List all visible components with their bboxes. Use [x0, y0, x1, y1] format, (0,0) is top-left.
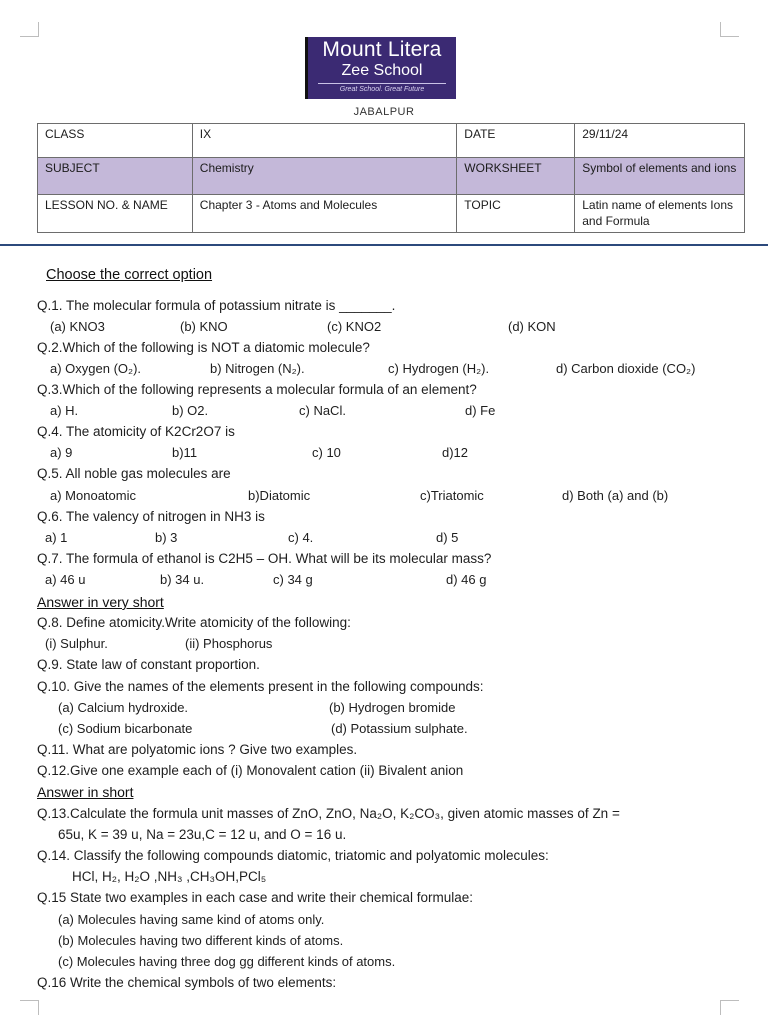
worksheet-info-table: [37, 123, 745, 233]
option: (c) Sodium bicarbonate: [58, 721, 193, 736]
option: d) 46 g: [446, 572, 487, 587]
option: (i) Sulphur.: [45, 636, 108, 651]
option: (b) Hydrogen bromide: [329, 700, 456, 715]
option: c) NaCl.: [299, 403, 346, 418]
worksheet-value: Symbol of elements and ions: [575, 158, 745, 195]
question-3: Q.3.Which of the following represents a molecular formula of an element?: [37, 382, 477, 397]
question-8: Q.8. Define atomicity.Write atomicity of the following:: [37, 615, 351, 630]
question-13-continued: 65u, K = 39 u, Na = 23u,C = 12 u, and O = 16 u.: [58, 827, 347, 842]
option: b) 34 u.: [160, 572, 205, 587]
option: (b) KNO: [180, 319, 228, 334]
option: (b) Molecules having two different kinds of atoms.: [58, 933, 344, 948]
option: (ii) Phosphorus: [185, 636, 273, 651]
option: c) 4.: [288, 530, 314, 545]
option: b)11: [172, 445, 198, 460]
option: a) 1: [45, 530, 68, 545]
question-7: Q.7. The formula of ethanol is C2H5 – OH. What will be its molecular mass?: [37, 551, 492, 566]
question-14: Q.14. Classify the following compounds diatomic, triatomic and polyatomic molecules:: [37, 848, 549, 863]
subject-value: Chemistry: [192, 158, 457, 195]
question-16: Q.16 Write the chemical symbols of two elements:: [37, 975, 337, 990]
option: a) 9: [50, 445, 73, 460]
option: (d) Potassium sulphate.: [331, 721, 468, 736]
section-heading-short: Answer in short: [37, 784, 134, 800]
option: (c) Molecules having three dog gg different kinds of atoms.: [58, 954, 396, 969]
lesson-value: Chapter 3 - Atoms and Molecules: [192, 195, 457, 233]
option: d) Carbon dioxide (CO₂): [556, 361, 696, 376]
date-label: DATE: [457, 124, 575, 158]
option: d) 5: [436, 530, 459, 545]
question-5: Q.5. All noble gas molecules are: [37, 466, 231, 481]
logo-divider: [318, 83, 446, 84]
city-name: JABALPUR: [353, 106, 415, 118]
question-12: Q.12.Give one example each of (i) Monovalent cation (ii) Bivalent anion: [37, 763, 464, 778]
corner-mark: [20, 22, 39, 37]
option: d) Fe: [465, 403, 496, 418]
option: a) Monoatomic: [50, 488, 136, 503]
option: (c) KNO2: [327, 319, 382, 334]
option: (a) KNO3: [50, 319, 105, 334]
question-6: Q.6. The valency of nitrogen in NH3 is: [37, 509, 265, 524]
option: (d) KON: [508, 319, 556, 334]
question-4: Q.4. The atomicity of K2Cr2O7 is: [37, 424, 235, 439]
section-heading-very-short: Answer in very short: [37, 594, 164, 610]
option: b) 3: [155, 530, 178, 545]
option: a) 46 u: [45, 572, 86, 587]
question-15: Q.15 State two examples in each case and write their chemical formulae:: [37, 890, 473, 905]
question-1: Q.1. The molecular formula of potassium nitrate is _______.: [37, 298, 396, 313]
header-divider: [0, 244, 768, 246]
option: a) Oxygen (O₂).: [50, 361, 142, 376]
option: (a) Molecules having same kind of atoms only.: [58, 912, 325, 927]
logo-school: Zee School: [341, 62, 423, 79]
option: (a) Calcium hydroxide.: [58, 700, 189, 715]
table-row: [38, 124, 745, 158]
worksheet-label: WORKSHEET: [457, 158, 575, 195]
logo-tagline: Great School. Great Future: [339, 86, 425, 93]
subject-label: SUBJECT: [38, 158, 193, 195]
school-logo: [305, 37, 456, 99]
date-value: 29/11/24: [575, 124, 745, 158]
option: d)12: [442, 445, 469, 460]
corner-mark: [20, 1000, 39, 1015]
question-14-compounds: HCl, H₂, H₂O ,NH₃ ,CH₃OH,PCl₅: [72, 869, 267, 884]
section-heading-mcq: Choose the correct option: [46, 267, 213, 283]
logo-name: Mount Litera: [322, 38, 442, 61]
topic-value: Latin name of elements Ions and Formula: [575, 195, 745, 233]
option: c)Triatomic: [420, 488, 484, 503]
option: d) Both (a) and (b): [562, 488, 669, 503]
option: c) Hydrogen (H₂).: [388, 361, 490, 376]
question-10: Q.10. Give the names of the elements present in the following compounds:: [37, 679, 484, 694]
table-row: [38, 158, 745, 195]
option: b) Nitrogen (N₂).: [210, 361, 305, 376]
question-13: Q.13.Calculate the formula unit masses of ZnO, ZnO, Na₂O, K₂CO₃, given atomic masses of Zn =: [37, 806, 620, 821]
option: a) H.: [50, 403, 79, 418]
topic-label: TOPIC: [457, 195, 575, 233]
question-11: Q.11. What are polyatomic ions ? Give two examples.: [37, 742, 358, 757]
class-value: IX: [192, 124, 457, 158]
lesson-label: LESSON NO. & NAME: [38, 195, 193, 233]
question-9: Q.9. State law of constant proportion.: [37, 657, 260, 672]
class-label: CLASS: [38, 124, 193, 158]
option: b) O2.: [172, 403, 209, 418]
option: b)Diatomic: [248, 488, 311, 503]
option: c) 10: [312, 445, 341, 460]
corner-mark: [720, 1000, 739, 1015]
table-row: [38, 195, 745, 233]
option: c) 34 g: [273, 572, 313, 587]
question-2: Q.2.Which of the following is NOT a diatomic molecule?: [37, 340, 370, 355]
corner-mark: [720, 22, 739, 37]
